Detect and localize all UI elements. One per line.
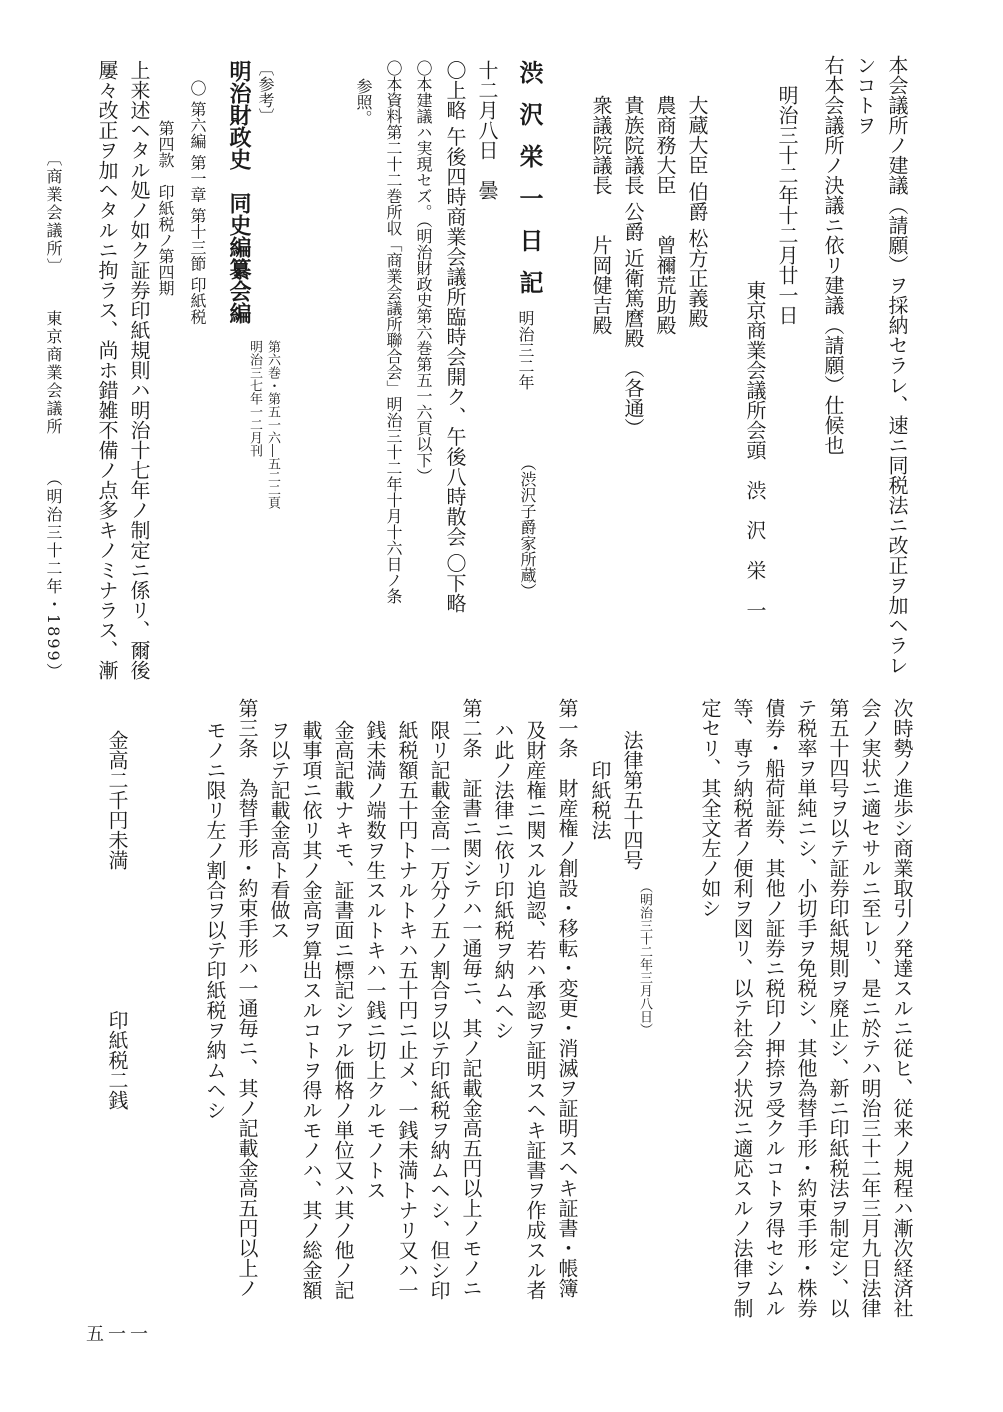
petition-line: 右本会議所ノ決議ニ依リ建議（請願）仕候也 (821, 55, 845, 455)
law-articles (199, 698, 583, 1300)
article-line: モノニ限リ左ノ割合ヲ以テ印紙税ヲ納ムヘシ (203, 720, 227, 1120)
diary-title: 渋沢栄一日記 (515, 60, 544, 312)
law-date: （明治三十二年三月八日） (637, 880, 652, 1036)
petition-line: 本会議所ノ建議（請願）ヲ採納セラレ、速ニ同税法ニ改正ヲ加ヘラレ (885, 55, 909, 675)
article-line: 第一条 財産権ノ創設・移転・変更・消滅ヲ証明スヘキ証書・帳簿 (555, 698, 579, 1298)
recipient-line: 貴族院議長 公爵 近衛篤麿殿 （各通） (621, 95, 645, 438)
tax-amount-value: 印紙税二銭 (105, 1010, 129, 1110)
law-number: 法律第五十四号 (620, 730, 644, 870)
recipient-line: 農商務大臣 曾禰荒助殿 (653, 95, 677, 335)
article-line: 金高記載ナキモ、証書面ニ標記シアル価格ノ単位又ハ其ノ他ノ記 (331, 720, 355, 1300)
article-line: ヲ以テ記載金高ト看做ス (267, 720, 291, 940)
intro-line: 債券・船荷証券、其他ノ証券ニ税印ノ押捺ヲ受クルコトヲ得セシムル (762, 698, 786, 1318)
reference-label: 〔参考〕 (256, 60, 275, 124)
article-line: 紙税額五十円トナルトキハ五十円ニ止メ、一銭未満トナリ又ハ一 (395, 720, 419, 1300)
body-line: 上来述ヘタル処ノ如ク証券印紙規則ハ明治十七年ノ制定ニ係リ、爾後 (127, 60, 151, 680)
article-heading: 第四款 印紙税ノ第四期 (156, 120, 175, 296)
intro-line: 等、専ラ納税者ノ便利ヲ図リ、以テ社会ノ状況ニ適応スルノ法律ヲ制 (730, 698, 754, 1318)
recipient-line: 大蔵大臣 伯爵 松方正義殿 (685, 95, 709, 328)
body-text (91, 60, 155, 680)
petition-sender: 東京商業会議所会頭 渋 沢 栄 一 (743, 280, 767, 620)
note-line: 参照。 (354, 78, 373, 126)
intro-line: 次時勢ノ進歩シ商業取引ノ発達スルニ従ヒ、従来ノ規程ハ漸次経済社 (890, 698, 914, 1318)
petition-line: ンコトヲ (853, 55, 877, 135)
intro-line: テ税率ヲ単純ニシ、小切手ヲ免税シ、其他為替手形・約束手形・株券 (794, 698, 818, 1318)
body-line: 屢々改正ヲ加ヘタルニ拘ラス、尚ホ錯雑不備ノ点多キノミナラス、漸 (95, 60, 119, 680)
diary-date: 十二月八日 曇 (475, 60, 499, 200)
page-number: 五一一 (86, 1324, 152, 1345)
tax-amount-label: 金高二千円未満 (105, 730, 129, 870)
editor-notes (348, 60, 438, 604)
article-line: 第三条 為替手形・約束手形ハ一通毎ニ、其ノ記載金高五円以上ノ (235, 698, 259, 1298)
petition-date: 明治三十二年十二月廿一日 (775, 85, 799, 325)
recipients-block (585, 95, 713, 438)
article-line: 銭未満ノ端数ヲ生スルトキハ一銭ニ切上クルモノトス (363, 720, 387, 1200)
note-line: 〇本資料第二十二巻所収「商業会議所聯合会」明治三十二年十月十六日ノ条 (384, 60, 403, 604)
note-line: 〇本建議ハ実現セズ。（明治財政史第六巻第五一六頁以下） (414, 60, 433, 484)
petition-block (817, 55, 913, 675)
article-line: ハ此ノ法律ニ依リ印紙税ヲ納ムヘシ (491, 720, 515, 1040)
law-title: 印紙税法 (588, 760, 612, 840)
diary-year: 明治三二年 (516, 310, 535, 390)
running-footer-category: 〔商業会議所〕 (44, 150, 63, 276)
reference-title: 明治財政史 同史編纂会編 (226, 60, 252, 324)
article-line: 及財産権ニ関スル追認、若ハ承認ヲ証明スヘキ証書ヲ作成スル者 (523, 720, 547, 1300)
reference-meta: 第六巻・第五一六―五二二頁 明治三七年一二月刊 (247, 340, 280, 509)
section-path: 〇 第六編 第一章 第十三節 印紙税 (188, 80, 207, 325)
running-footer-title: 東京商業会議所 (44, 310, 63, 436)
intro-text (694, 698, 918, 1318)
intro-line: 定セリ、其全文左ノ如シ (698, 698, 722, 918)
article-line: 第二条 証書ニ関シテハ一通毎ニ、其ノ記載金高五円以上ノモノニ (459, 698, 483, 1298)
diary-source: （渋沢子爵家所蔵） (518, 455, 537, 599)
intro-line: 第五十四号ヲ以テ証券印紙規則ヲ廃止シ、新ニ印紙税法ヲ制定シ、以 (826, 698, 850, 1318)
article-line: 載事項ニ依リ其ノ金高ヲ算出スルコトヲ得ルモノハ、其ノ総金額 (299, 720, 323, 1300)
recipient-line: 衆議院議長 片岡健吉殿 (589, 95, 613, 335)
article-line: 限リ記載金高一万分ノ五ノ割合ヲ以テ印紙税ヲ納ムヘシ、但シ印 (427, 720, 451, 1300)
diary-entry: 〇上略 午後四時商業会議所臨時会開ク、午後八時散会 〇下略 (443, 60, 467, 613)
running-footer-date: （明治三十二年・1899） (44, 470, 63, 681)
intro-line: 会ノ実状ニ適セサルニ至レリ、是ニ於テハ明治三十二年三月九日法律 (858, 698, 882, 1318)
